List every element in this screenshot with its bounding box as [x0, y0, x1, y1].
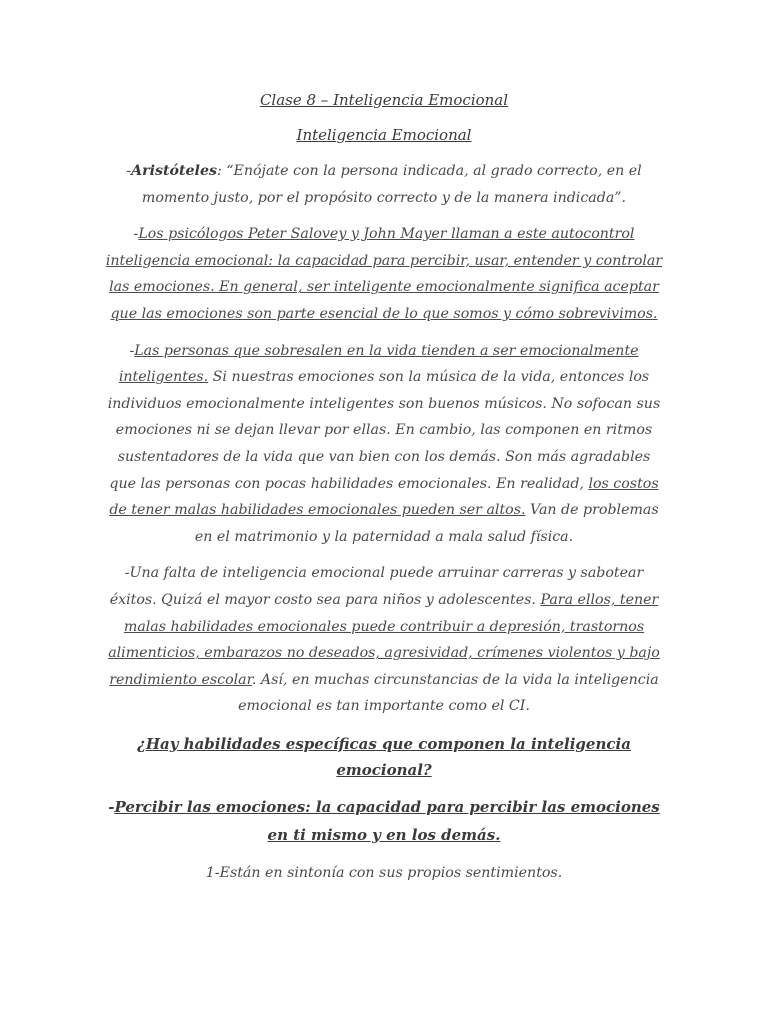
paragraph-emotional-musicians	[105, 338, 663, 551]
body-text: -Una falta de inteligencia emocional puede arruinar carreras y sabotear éxitos. Quizá el mayor costo sea para niños y adolescentes.	[109, 565, 644, 608]
quote-text: “Enójate con la persona indicada, al grado correcto, en el momento justo, por el propósito correcto y de la manera indicada”.	[141, 163, 642, 206]
paragraph-lead: -	[126, 163, 132, 179]
quote-colon: :	[216, 163, 227, 179]
heading-underlined: Percibir las emociones: la capacidad para percibir las emociones en ti mismo y en los demás	[114, 798, 660, 845]
paragraph-lead: -	[129, 342, 135, 359]
document-title: Clase 8 – Inteligencia Emocional	[259, 91, 509, 109]
list-item: 1-Están en sintonía con sus propios sentimientos.	[205, 865, 563, 882]
underlined-text: Para ellos, tener malas habilidades emocionales puede contribuir a depresión, trastornos alimenticios, embarazos no deseados, agresividad, crímenes violentos y bajo rendimiento escolar	[108, 591, 660, 688]
paragraph-salovey-mayer	[105, 221, 663, 327]
quote-author: Aristóteles	[131, 163, 217, 179]
heading-tail: .	[495, 826, 501, 845]
section-question: ¿Hay habilidades específicas que componen la inteligencia emocional?	[137, 734, 631, 780]
body-text: Si nuestras emociones son la música de la vida, entonces los individuos emocionalmente inteligentes son buenos músicos. No sofocan sus emociones ni se dejan llevar por ellas. En cambio, las componen en ritmos sustentadores de la vida que van bien con los demás. Son más agradables que las personas con pocas habilidades emocionales. En realidad,	[107, 369, 661, 492]
heading-lead: -	[108, 798, 115, 817]
paragraph-lead: -	[133, 226, 139, 243]
paragraph-aristoteles	[105, 158, 663, 211]
document-subtitle: Inteligencia Emocional	[296, 126, 472, 144]
paragraph-lack-of-ei	[105, 560, 663, 720]
body-text: . Así, en muchas circunstancias de la vida la inteligencia emocional es tan importante como el CI.	[238, 671, 659, 715]
document-page	[105, 82, 663, 886]
skill-heading	[105, 793, 663, 849]
underlined-text: Los psicólogos Peter Salovey y John Mayer llaman a este autocontrol inteligencia emocional: la capacidad para percibir, usar, entender y controlar las emociones. En general, ser inteligente emocionalmente significa aceptar que las emociones son parte esencial de lo que somos y cómo sobrevivimos.	[105, 226, 663, 322]
underlined-text: los costos de tener malas habilidades emocionales pueden ser altos.	[109, 475, 659, 519]
underlined-text: Las personas que sobresalen en la vida tienden a ser emocionalmente inteligentes.	[118, 342, 639, 386]
body-text: Van de problemas en el matrimonio y la paternidad a mala salud física.	[194, 502, 659, 545]
